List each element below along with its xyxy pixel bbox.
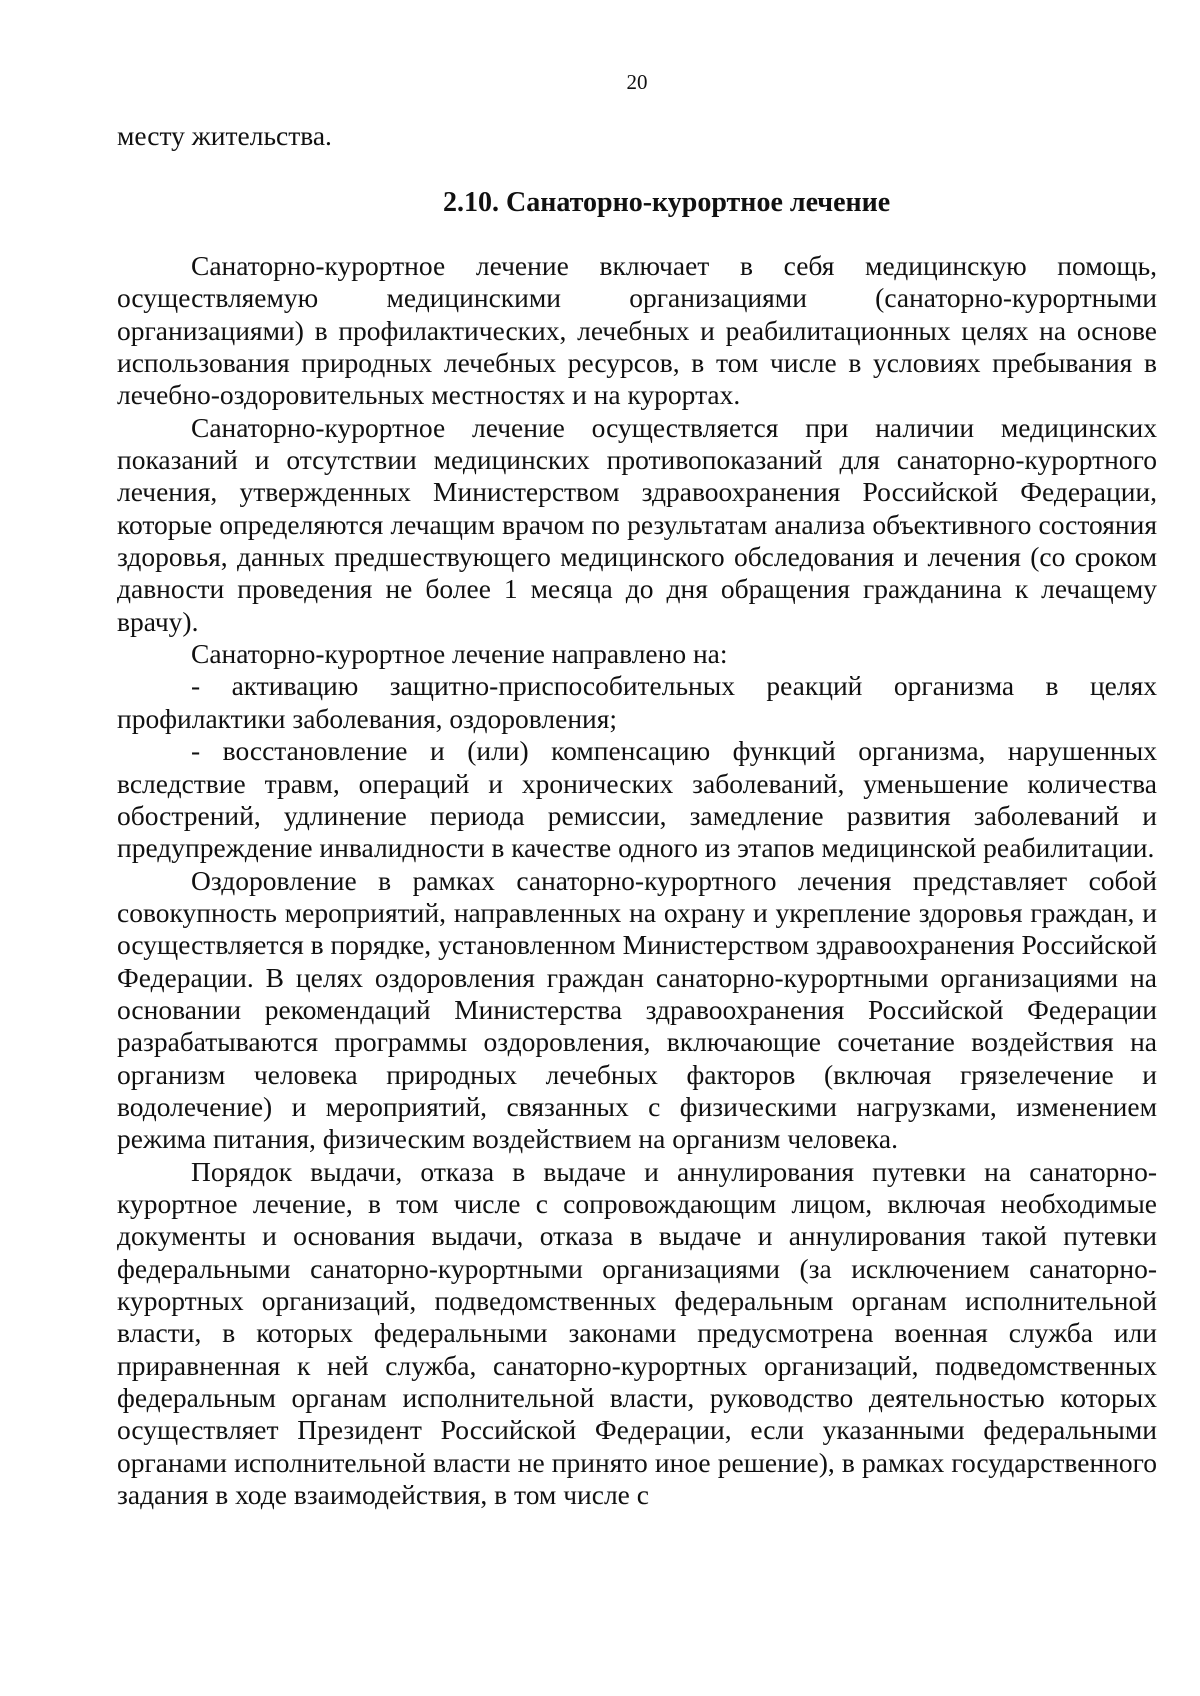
- section-heading: 2.10. Санаторно-курортное лечение: [443, 187, 891, 218]
- paragraph-voucher-procedure: Порядок выдачи, отказа в выдаче и аннулирования путевки на санаторно-курортное лечение, в том числе с сопровождающим лицом, включая необходимые документы и основания выдачи, отказа в выдаче и аннулирования такой путевки федеральными санаторно-курортными организациями (за исключением санаторно-курортных организаций, подведомственных федеральным органам исполнительной власти, в которых федеральными законами предусмотрена военная служба или приравненная к ней служба, санаторно-курортных организаций, подведомственных федеральным органам исполнительной власти, руководство деятельностью которых осуществляет Президент Российской Федерации, если указанными федеральными органами исполнительной власти не принято иное решение), в рамках государственного задания в ходе взаимодействия, в том числе с: [117, 1155, 1157, 1511]
- paragraph-indications: Санаторно-курортное лечение осуществляется при наличии медицинских показаний и отсутствии медицинских противопоказаний для санаторно-курортного лечения, утвержденных Министерством здравоохранения Российской Федерации, которые определяются лечащим врачом по результатам анализа объективного состояния здоровья, данных предшествующего медицинского обследования и лечения (со сроком давности проведения не более 1 месяца до дня обращения гражданина к лечащему врачу).: [117, 411, 1157, 637]
- list-item-activation: - активацию защитно-приспособительных реакций организма в целях профилактики заболевания, оздоровления;: [117, 670, 1157, 734]
- continuation-text: месту жительства.: [117, 120, 332, 151]
- list-item-restoration: - восстановление и (или) компенсацию функций организма, нарушенных вследствие травм, операций и хронических заболеваний, уменьшение количества обострений, удлинение периода ремиссии, замедление развития заболеваний и предупреждение инвалидности в качестве одного из этапов медицинской реабилитации.: [117, 735, 1157, 864]
- page-number: 20: [626, 70, 648, 94]
- body-text: [117, 250, 1157, 1511]
- paragraph-purpose-intro: Санаторно-курортное лечение направлено на:: [191, 638, 728, 670]
- paragraph-wellness: Оздоровление в рамках санаторно-курортного лечения представляет собой совокупность мероприятий, направленных на охрану и укрепление здоровья граждан, и осуществляется в порядке, установленном Министерством здравоохранения Российской Федерации. В целях оздоровления граждан санаторно-курортными организациями на основании рекомендаций Министерства здравоохранения Российской Федерации разрабатываются программы оздоровления, включающие сочетание воздействия на организм человека природных лечебных факторов (включая грязелечение и водолечение) и мероприятий, связанных с физическими нагрузками, изменением режима питания, физическим воздействием на организм человека.: [117, 864, 1157, 1155]
- paragraph-definition: Санаторно-курортное лечение включает в себя медицинскую помощь, осуществляемую медицинскими организациями (санаторно-курортными организациями) в профилактических, лечебных и реабилитационных целях на основе использования природных лечебных ресурсов, в том числе в условиях пребывания в лечебно-оздоровительных местностях и на курортах.: [117, 250, 1157, 411]
